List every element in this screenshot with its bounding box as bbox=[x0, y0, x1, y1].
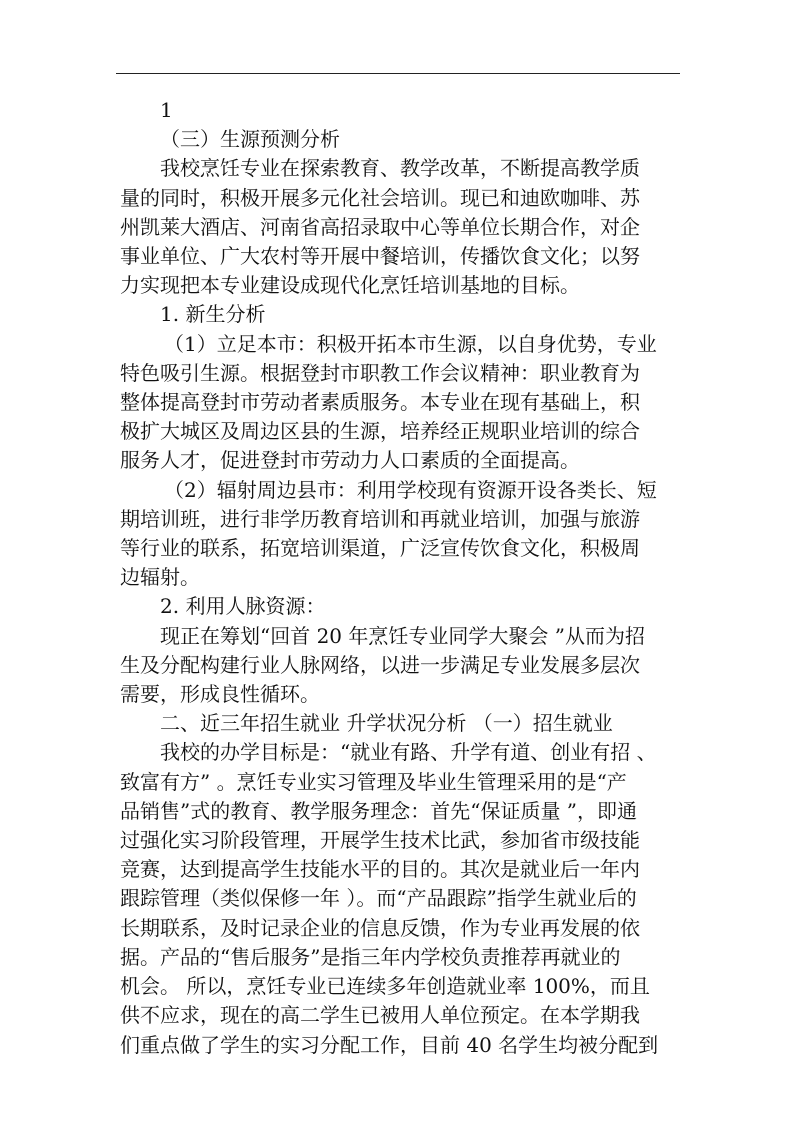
paragraph-line: 边辐射。 bbox=[120, 565, 200, 590]
paragraph-line: 州凯莱大酒店、河南省高招录取中心等单位长期合作，对企 bbox=[120, 214, 640, 239]
paragraph-line: 整体提高登封市劳动者素质服务。本专业在现有基础上，积 bbox=[120, 390, 640, 415]
paragraph-line: 机会。 所以，烹饪专业已连续多年创造就业率 100%，而且 bbox=[120, 974, 650, 999]
section-heading-three: （三）生源预测分析 bbox=[160, 127, 340, 152]
paragraph-line: 过强化实习阶段管理，开展学生技术比武，参加省市级技能 bbox=[120, 828, 640, 853]
paragraph-line: 跟踪管理（类似保修一年 ）。而“产品跟踪”指学生就业后的 bbox=[120, 886, 637, 911]
paragraph-line: （1）立足本市：积极开拓本市生源，以自身优势，专业 bbox=[164, 331, 657, 356]
paragraph-line: 现正在筹划“回首 20 年烹饪专业同学大聚会 ”从而为招 bbox=[160, 623, 645, 648]
paragraph-line: （2）辐射周边县市：利用学校现有资源开设各类长、短 bbox=[164, 477, 657, 502]
paragraph-line: 我校烹饪专业在探索教育、教学改革，不断提高教学质 bbox=[160, 156, 640, 181]
paragraph-line: 期培训班，进行非学历教育培训和再就业培训，加强与旅游 bbox=[120, 506, 640, 531]
paragraph-line: 量的同时，积极开展多元化社会培训。现已和迪欧咖啡、苏 bbox=[120, 185, 640, 210]
paragraph-line: 供不应求，现在的高二学生已被用人单位预定。在本学期我 bbox=[120, 1003, 640, 1028]
paragraph-line: 服务人才，促进登封市劳动力人口素质的全面提高。 bbox=[120, 448, 580, 473]
paragraph-line: 力实现把本专业建设成现代化烹饪培训基地的目标。 bbox=[120, 273, 580, 298]
paragraph-line: 我校的办学目标是：“就业有路、升学有道、创业有招 、 bbox=[160, 740, 657, 765]
paragraph-line: 长期联系，及时记录企业的信息反馈，作为专业再发展的依 bbox=[120, 915, 640, 940]
header-rule bbox=[116, 73, 680, 74]
paragraph-line: 需要，形成良性循环。 bbox=[120, 682, 320, 707]
paragraph-line: 品销售”式的教育、教学服务理念：首先“保证质量 ”，即通 bbox=[120, 798, 638, 823]
paragraph-line: 致富有方” 。烹饪专业实习管理及毕业生管理采用的是“产 bbox=[120, 769, 627, 794]
subheading-network-resources: 2. 利用人脉资源： bbox=[160, 594, 326, 619]
paragraph-line: 极扩大城区及周边区县的生源，培养经正规职业培训的综合 bbox=[120, 419, 640, 444]
paragraph-line: 事业单位、广大农村等开展中餐培训，传播饮食文化；以努 bbox=[120, 244, 640, 269]
page-number: 1 bbox=[160, 98, 173, 122]
paragraph-line: 特色吸引生源。根据登封市职教工作会议精神：职业教育为 bbox=[120, 360, 640, 385]
paragraph-line: 据。产品的“售后服务”是指三年内学校负责推荐再就业的 bbox=[120, 944, 621, 969]
subheading-new-students: 1. 新生分析 bbox=[160, 302, 266, 327]
paragraph-line: 生及分配构建行业人脉网络，以进一步满足专业发展多层次 bbox=[120, 652, 640, 677]
paragraph-line: 竞赛，达到提高学生技能水平的目的。其次是就业后一年内 bbox=[120, 857, 640, 882]
document-body bbox=[120, 96, 680, 1060]
paragraph-line: 们重点做了学生的实习分配工作，目前 40 名学生均被分配到 bbox=[120, 1032, 659, 1057]
section-heading-two: 二、近三年招生就业 升学状况分析 （一）招生就业 bbox=[160, 711, 613, 736]
paragraph-line: 等行业的联系，拓宽培训渠道，广泛宣传饮食文化，积极周 bbox=[120, 536, 640, 561]
